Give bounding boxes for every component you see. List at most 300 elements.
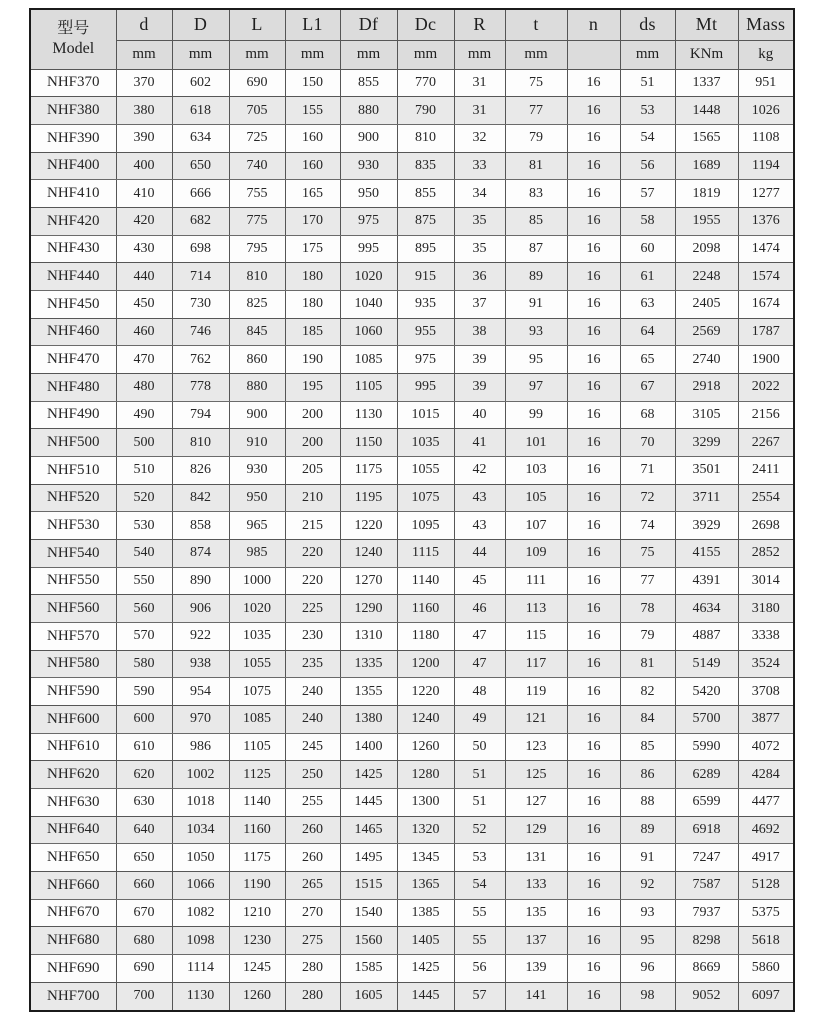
cell-ds: 78 bbox=[620, 595, 675, 623]
cell-Mt: 7247 bbox=[675, 844, 738, 872]
column-header-d: d bbox=[116, 9, 172, 40]
cell-d: 460 bbox=[116, 318, 172, 346]
cell-t: 95 bbox=[505, 346, 567, 374]
cell-Df: 975 bbox=[340, 207, 397, 235]
cell-d: 620 bbox=[116, 761, 172, 789]
header-row-units bbox=[30, 40, 794, 69]
cell-n: 16 bbox=[567, 346, 620, 374]
cell-Dc: 935 bbox=[397, 290, 454, 318]
cell-ds: 95 bbox=[620, 927, 675, 955]
column-unit-Df: mm bbox=[340, 40, 397, 69]
cell-L1: 175 bbox=[285, 235, 340, 263]
cell-L: 860 bbox=[229, 346, 285, 374]
cell-Df: 855 bbox=[340, 69, 397, 97]
cell-Mass: 3524 bbox=[738, 650, 794, 678]
cell-L1: 150 bbox=[285, 69, 340, 97]
cell-t: 103 bbox=[505, 456, 567, 484]
cell-d: 430 bbox=[116, 235, 172, 263]
cell-d: 640 bbox=[116, 816, 172, 844]
table-row bbox=[30, 512, 794, 540]
cell-Df: 1310 bbox=[340, 622, 397, 650]
cell-n: 16 bbox=[567, 124, 620, 152]
cell-Dc: 1180 bbox=[397, 622, 454, 650]
cell-Mass: 1376 bbox=[738, 207, 794, 235]
column-unit-Mass: kg bbox=[738, 40, 794, 69]
cell-Dc: 1300 bbox=[397, 788, 454, 816]
cell-Df: 1400 bbox=[340, 733, 397, 761]
cell-Df: 1355 bbox=[340, 678, 397, 706]
cell-n: 16 bbox=[567, 456, 620, 484]
cell-t: 89 bbox=[505, 263, 567, 291]
cell-R: 56 bbox=[454, 955, 505, 983]
cell-R: 43 bbox=[454, 512, 505, 540]
cell-Mass: 2852 bbox=[738, 539, 794, 567]
cell-ds: 96 bbox=[620, 955, 675, 983]
header-row-labels bbox=[30, 9, 794, 40]
cell-d: 550 bbox=[116, 567, 172, 595]
cell-t: 91 bbox=[505, 290, 567, 318]
cell-n: 16 bbox=[567, 567, 620, 595]
cell-d: 580 bbox=[116, 650, 172, 678]
cell-R: 53 bbox=[454, 844, 505, 872]
table-row bbox=[30, 678, 794, 706]
cell-d: 590 bbox=[116, 678, 172, 706]
cell-L1: 225 bbox=[285, 595, 340, 623]
cell-Mt: 1819 bbox=[675, 180, 738, 208]
cell-R: 54 bbox=[454, 871, 505, 899]
cell-D: 730 bbox=[172, 290, 229, 318]
cell-model: NHF450 bbox=[30, 290, 116, 318]
cell-L: 1190 bbox=[229, 871, 285, 899]
cell-d: 470 bbox=[116, 346, 172, 374]
cell-d: 520 bbox=[116, 484, 172, 512]
cell-t: 107 bbox=[505, 512, 567, 540]
cell-Df: 1585 bbox=[340, 955, 397, 983]
cell-Mt: 5420 bbox=[675, 678, 738, 706]
cell-n: 16 bbox=[567, 263, 620, 291]
cell-Dc: 895 bbox=[397, 235, 454, 263]
cell-L1: 260 bbox=[285, 816, 340, 844]
cell-n: 16 bbox=[567, 290, 620, 318]
cell-Mass: 1277 bbox=[738, 180, 794, 208]
cell-model: NHF420 bbox=[30, 207, 116, 235]
table-row bbox=[30, 235, 794, 263]
cell-n: 16 bbox=[567, 595, 620, 623]
cell-L1: 200 bbox=[285, 401, 340, 429]
cell-t: 127 bbox=[505, 788, 567, 816]
cell-L1: 220 bbox=[285, 567, 340, 595]
cell-t: 101 bbox=[505, 429, 567, 457]
cell-ds: 89 bbox=[620, 816, 675, 844]
cell-Df: 1105 bbox=[340, 373, 397, 401]
cell-L: 825 bbox=[229, 290, 285, 318]
cell-d: 490 bbox=[116, 401, 172, 429]
cell-d: 600 bbox=[116, 705, 172, 733]
cell-Mt: 1955 bbox=[675, 207, 738, 235]
cell-model: NHF590 bbox=[30, 678, 116, 706]
table-row bbox=[30, 97, 794, 125]
cell-t: 111 bbox=[505, 567, 567, 595]
model-header-en: Model bbox=[52, 40, 95, 58]
cell-Mass: 2411 bbox=[738, 456, 794, 484]
cell-model: NHF520 bbox=[30, 484, 116, 512]
cell-Df: 1240 bbox=[340, 539, 397, 567]
cell-L1: 220 bbox=[285, 539, 340, 567]
cell-L: 1175 bbox=[229, 844, 285, 872]
table-row bbox=[30, 290, 794, 318]
table-row bbox=[30, 263, 794, 291]
column-header-L1: L1 bbox=[285, 9, 340, 40]
cell-model: NHF390 bbox=[30, 124, 116, 152]
table-row bbox=[30, 401, 794, 429]
cell-Df: 1040 bbox=[340, 290, 397, 318]
cell-R: 41 bbox=[454, 429, 505, 457]
column-unit-d: mm bbox=[116, 40, 172, 69]
table-row bbox=[30, 152, 794, 180]
cell-Mass: 6097 bbox=[738, 982, 794, 1011]
column-header-n: n bbox=[567, 9, 620, 40]
cell-Df: 995 bbox=[340, 235, 397, 263]
cell-D: 746 bbox=[172, 318, 229, 346]
cell-D: 842 bbox=[172, 484, 229, 512]
cell-d: 510 bbox=[116, 456, 172, 484]
cell-t: 137 bbox=[505, 927, 567, 955]
table-row bbox=[30, 567, 794, 595]
cell-n: 16 bbox=[567, 927, 620, 955]
column-header-D: D bbox=[172, 9, 229, 40]
cell-L1: 265 bbox=[285, 871, 340, 899]
model-header-zh: 型号 bbox=[57, 20, 90, 38]
cell-L1: 185 bbox=[285, 318, 340, 346]
cell-model: NHF410 bbox=[30, 180, 116, 208]
cell-Df: 1195 bbox=[340, 484, 397, 512]
cell-L1: 170 bbox=[285, 207, 340, 235]
cell-d: 450 bbox=[116, 290, 172, 318]
cell-n: 16 bbox=[567, 678, 620, 706]
cell-D: 1098 bbox=[172, 927, 229, 955]
table-row bbox=[30, 456, 794, 484]
cell-d: 440 bbox=[116, 263, 172, 291]
cell-t: 117 bbox=[505, 650, 567, 678]
cell-R: 46 bbox=[454, 595, 505, 623]
cell-d: 530 bbox=[116, 512, 172, 540]
cell-Df: 1270 bbox=[340, 567, 397, 595]
cell-L1: 195 bbox=[285, 373, 340, 401]
cell-n: 16 bbox=[567, 318, 620, 346]
cell-ds: 88 bbox=[620, 788, 675, 816]
cell-Df: 950 bbox=[340, 180, 397, 208]
cell-Mass: 4072 bbox=[738, 733, 794, 761]
cell-Mass: 4692 bbox=[738, 816, 794, 844]
cell-R: 36 bbox=[454, 263, 505, 291]
cell-n: 16 bbox=[567, 899, 620, 927]
cell-t: 139 bbox=[505, 955, 567, 983]
cell-n: 16 bbox=[567, 816, 620, 844]
cell-D: 890 bbox=[172, 567, 229, 595]
cell-ds: 71 bbox=[620, 456, 675, 484]
cell-model: NHF560 bbox=[30, 595, 116, 623]
cell-Mt: 4634 bbox=[675, 595, 738, 623]
cell-Dc: 955 bbox=[397, 318, 454, 346]
cell-L: 1055 bbox=[229, 650, 285, 678]
cell-Mt: 2405 bbox=[675, 290, 738, 318]
cell-L1: 240 bbox=[285, 705, 340, 733]
column-header-Dc: Dc bbox=[397, 9, 454, 40]
cell-Mt: 4391 bbox=[675, 567, 738, 595]
cell-model: NHF480 bbox=[30, 373, 116, 401]
cell-d: 650 bbox=[116, 844, 172, 872]
cell-L1: 270 bbox=[285, 899, 340, 927]
cell-d: 420 bbox=[116, 207, 172, 235]
cell-Mass: 1900 bbox=[738, 346, 794, 374]
cell-L: 1020 bbox=[229, 595, 285, 623]
cell-t: 141 bbox=[505, 982, 567, 1011]
cell-L1: 235 bbox=[285, 650, 340, 678]
cell-L: 985 bbox=[229, 539, 285, 567]
cell-Mt: 1565 bbox=[675, 124, 738, 152]
cell-ds: 74 bbox=[620, 512, 675, 540]
cell-ds: 85 bbox=[620, 733, 675, 761]
cell-ds: 61 bbox=[620, 263, 675, 291]
cell-n: 16 bbox=[567, 180, 620, 208]
table-row bbox=[30, 484, 794, 512]
cell-model: NHF550 bbox=[30, 567, 116, 595]
cell-Df: 1425 bbox=[340, 761, 397, 789]
cell-Dc: 915 bbox=[397, 263, 454, 291]
table-row bbox=[30, 650, 794, 678]
cell-Mass: 2022 bbox=[738, 373, 794, 401]
cell-t: 135 bbox=[505, 899, 567, 927]
cell-Df: 1175 bbox=[340, 456, 397, 484]
column-unit-t: mm bbox=[505, 40, 567, 69]
table-row bbox=[30, 705, 794, 733]
table-row bbox=[30, 346, 794, 374]
cell-Mass: 2698 bbox=[738, 512, 794, 540]
cell-Mt: 3105 bbox=[675, 401, 738, 429]
cell-Mt: 5149 bbox=[675, 650, 738, 678]
cell-n: 16 bbox=[567, 373, 620, 401]
cell-D: 1050 bbox=[172, 844, 229, 872]
cell-model: NHF680 bbox=[30, 927, 116, 955]
column-unit-n bbox=[567, 40, 620, 69]
cell-Df: 1335 bbox=[340, 650, 397, 678]
cell-R: 48 bbox=[454, 678, 505, 706]
cell-L: 690 bbox=[229, 69, 285, 97]
cell-d: 630 bbox=[116, 788, 172, 816]
cell-d: 540 bbox=[116, 539, 172, 567]
cell-t: 83 bbox=[505, 180, 567, 208]
cell-model: NHF370 bbox=[30, 69, 116, 97]
cell-D: 938 bbox=[172, 650, 229, 678]
cell-L: 795 bbox=[229, 235, 285, 263]
table-row bbox=[30, 595, 794, 623]
table-row bbox=[30, 844, 794, 872]
column-header-L: L bbox=[229, 9, 285, 40]
cell-Mass: 4477 bbox=[738, 788, 794, 816]
cell-Dc: 1160 bbox=[397, 595, 454, 623]
cell-D: 1002 bbox=[172, 761, 229, 789]
cell-n: 16 bbox=[567, 401, 620, 429]
cell-Dc: 1115 bbox=[397, 539, 454, 567]
cell-L: 880 bbox=[229, 373, 285, 401]
cell-t: 105 bbox=[505, 484, 567, 512]
cell-Mass: 1108 bbox=[738, 124, 794, 152]
table-row bbox=[30, 955, 794, 983]
model-spec-table bbox=[29, 8, 795, 1012]
cell-D: 826 bbox=[172, 456, 229, 484]
cell-L: 900 bbox=[229, 401, 285, 429]
cell-D: 1130 bbox=[172, 982, 229, 1011]
cell-Dc: 1140 bbox=[397, 567, 454, 595]
cell-Mt: 3929 bbox=[675, 512, 738, 540]
cell-L: 725 bbox=[229, 124, 285, 152]
cell-t: 131 bbox=[505, 844, 567, 872]
cell-t: 77 bbox=[505, 97, 567, 125]
cell-R: 49 bbox=[454, 705, 505, 733]
cell-L: 1260 bbox=[229, 982, 285, 1011]
cell-L: 740 bbox=[229, 152, 285, 180]
cell-R: 50 bbox=[454, 733, 505, 761]
cell-n: 16 bbox=[567, 152, 620, 180]
column-unit-D: mm bbox=[172, 40, 229, 69]
cell-t: 113 bbox=[505, 595, 567, 623]
cell-ds: 92 bbox=[620, 871, 675, 899]
column-header-Mt: Mt bbox=[675, 9, 738, 40]
cell-L1: 160 bbox=[285, 124, 340, 152]
cell-R: 47 bbox=[454, 622, 505, 650]
cell-t: 133 bbox=[505, 871, 567, 899]
cell-ds: 84 bbox=[620, 705, 675, 733]
cell-Mt: 8669 bbox=[675, 955, 738, 983]
table-row bbox=[30, 871, 794, 899]
cell-Df: 1560 bbox=[340, 927, 397, 955]
cell-Mt: 1689 bbox=[675, 152, 738, 180]
cell-R: 32 bbox=[454, 124, 505, 152]
table-row bbox=[30, 816, 794, 844]
cell-L: 1245 bbox=[229, 955, 285, 983]
cell-t: 123 bbox=[505, 733, 567, 761]
cell-ds: 86 bbox=[620, 761, 675, 789]
cell-ds: 68 bbox=[620, 401, 675, 429]
cell-D: 858 bbox=[172, 512, 229, 540]
cell-R: 51 bbox=[454, 761, 505, 789]
cell-t: 97 bbox=[505, 373, 567, 401]
cell-model: NHF430 bbox=[30, 235, 116, 263]
cell-L1: 245 bbox=[285, 733, 340, 761]
table-row bbox=[30, 899, 794, 927]
cell-Dc: 1345 bbox=[397, 844, 454, 872]
cell-ds: 65 bbox=[620, 346, 675, 374]
cell-D: 634 bbox=[172, 124, 229, 152]
cell-n: 16 bbox=[567, 512, 620, 540]
cell-R: 42 bbox=[454, 456, 505, 484]
cell-L1: 200 bbox=[285, 429, 340, 457]
cell-Mt: 1448 bbox=[675, 97, 738, 125]
cell-d: 660 bbox=[116, 871, 172, 899]
cell-Mass: 5860 bbox=[738, 955, 794, 983]
cell-n: 16 bbox=[567, 761, 620, 789]
cell-L1: 280 bbox=[285, 955, 340, 983]
cell-R: 38 bbox=[454, 318, 505, 346]
cell-ds: 67 bbox=[620, 373, 675, 401]
cell-Dc: 975 bbox=[397, 346, 454, 374]
cell-n: 16 bbox=[567, 97, 620, 125]
cell-ds: 79 bbox=[620, 622, 675, 650]
cell-L: 965 bbox=[229, 512, 285, 540]
cell-L1: 250 bbox=[285, 761, 340, 789]
cell-Mass: 5128 bbox=[738, 871, 794, 899]
cell-L1: 255 bbox=[285, 788, 340, 816]
cell-R: 44 bbox=[454, 539, 505, 567]
cell-Mt: 9052 bbox=[675, 982, 738, 1011]
cell-t: 115 bbox=[505, 622, 567, 650]
cell-model: NHF460 bbox=[30, 318, 116, 346]
cell-R: 34 bbox=[454, 180, 505, 208]
cell-L: 1140 bbox=[229, 788, 285, 816]
cell-Df: 880 bbox=[340, 97, 397, 125]
cell-model: NHF570 bbox=[30, 622, 116, 650]
cell-n: 16 bbox=[567, 650, 620, 678]
cell-ds: 53 bbox=[620, 97, 675, 125]
cell-n: 16 bbox=[567, 955, 620, 983]
cell-D: 874 bbox=[172, 539, 229, 567]
cell-R: 57 bbox=[454, 982, 505, 1011]
cell-Dc: 1365 bbox=[397, 871, 454, 899]
cell-R: 51 bbox=[454, 788, 505, 816]
cell-Mass: 3877 bbox=[738, 705, 794, 733]
cell-d: 560 bbox=[116, 595, 172, 623]
column-header-R: R bbox=[454, 9, 505, 40]
cell-t: 87 bbox=[505, 235, 567, 263]
cell-L: 930 bbox=[229, 456, 285, 484]
cell-D: 618 bbox=[172, 97, 229, 125]
cell-ds: 60 bbox=[620, 235, 675, 263]
cell-n: 16 bbox=[567, 235, 620, 263]
cell-Df: 1130 bbox=[340, 401, 397, 429]
table-row bbox=[30, 429, 794, 457]
cell-L: 1210 bbox=[229, 899, 285, 927]
cell-D: 1018 bbox=[172, 788, 229, 816]
cell-D: 986 bbox=[172, 733, 229, 761]
cell-Mt: 2569 bbox=[675, 318, 738, 346]
cell-D: 602 bbox=[172, 69, 229, 97]
cell-L1: 160 bbox=[285, 152, 340, 180]
cell-d: 410 bbox=[116, 180, 172, 208]
cell-L1: 240 bbox=[285, 678, 340, 706]
cell-t: 81 bbox=[505, 152, 567, 180]
cell-model: NHF600 bbox=[30, 705, 116, 733]
cell-model: NHF690 bbox=[30, 955, 116, 983]
cell-Dc: 875 bbox=[397, 207, 454, 235]
cell-Mass: 3180 bbox=[738, 595, 794, 623]
cell-d: 570 bbox=[116, 622, 172, 650]
table-row bbox=[30, 733, 794, 761]
cell-Df: 1085 bbox=[340, 346, 397, 374]
cell-n: 16 bbox=[567, 844, 620, 872]
cell-R: 35 bbox=[454, 207, 505, 235]
cell-Mt: 6918 bbox=[675, 816, 738, 844]
cell-Dc: 790 bbox=[397, 97, 454, 125]
cell-Mass: 1026 bbox=[738, 97, 794, 125]
cell-Mt: 4887 bbox=[675, 622, 738, 650]
cell-n: 16 bbox=[567, 705, 620, 733]
cell-ds: 82 bbox=[620, 678, 675, 706]
cell-Dc: 1220 bbox=[397, 678, 454, 706]
cell-ds: 70 bbox=[620, 429, 675, 457]
cell-Df: 1605 bbox=[340, 982, 397, 1011]
cell-model: NHF580 bbox=[30, 650, 116, 678]
cell-Mt: 6599 bbox=[675, 788, 738, 816]
